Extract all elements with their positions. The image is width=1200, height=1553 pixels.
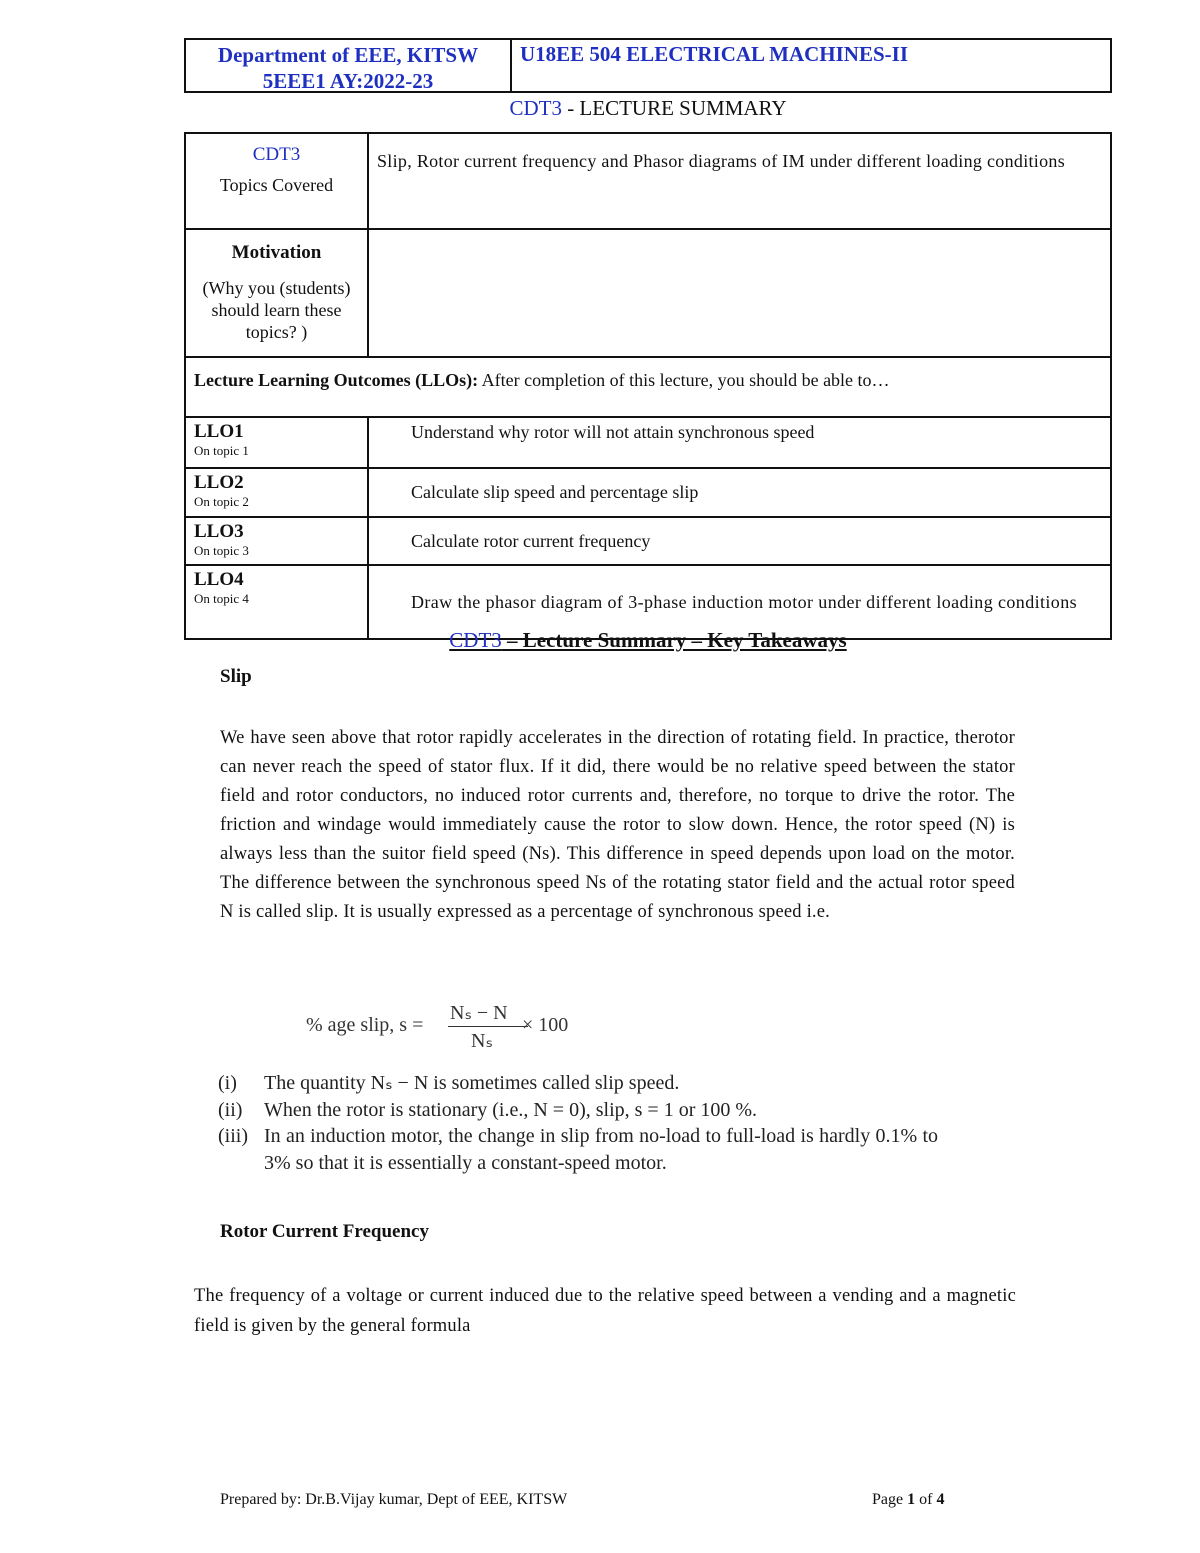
rotor-freq-heading: Rotor Current Frequency <box>220 1221 429 1242</box>
dept-line2: 5EEE1 AY:2022-23 <box>262 69 434 93</box>
summary-rest: - LECTURE SUMMARY <box>561 96 787 120</box>
formula-denominator: Nₛ <box>471 1030 493 1052</box>
summary-code: CDT3 <box>509 96 562 120</box>
llo-label: LLO4 On topic 4 <box>185 565 368 639</box>
topics-label: Topics Covered <box>219 175 334 195</box>
slip-heading: Slip <box>220 666 252 687</box>
footer-prepared: Prepared by: Dr.B.Vijay kumar, Dept of EEE, KITSW <box>220 1491 568 1508</box>
llo-header <box>185 357 1111 417</box>
llo-text: Understand why rotor will not attain synchronous speed <box>368 417 1111 468</box>
motivation-cell <box>185 229 368 357</box>
list-item: (ii) When the rotor is stationary (i.e., N = 0), slip, s = 1 or 100 %. <box>218 1098 758 1121</box>
llo-label: LLO3 On topic 3 <box>185 517 368 565</box>
topics-text: Slip, Rotor current frequency and Phasor diagrams of IM under different loading conditions <box>368 133 1111 229</box>
llo-text: Draw the phasor diagram of 3-phase induction motor under different loading conditions <box>368 565 1111 639</box>
topics-cell <box>185 133 368 229</box>
llo-label: LLO1 On topic 1 <box>185 417 368 468</box>
formula-rhs: × 100 <box>522 1014 569 1036</box>
page-number: 1 <box>907 1491 916 1508</box>
key-takeaways-rest: – Lecture Summary – Key Takeaways <box>501 628 847 652</box>
key-takeaways-title <box>184 628 1112 653</box>
llo-text: Calculate slip speed and percentage slip <box>368 468 1111 517</box>
formula-lhs: % age slip, s = <box>306 1014 424 1036</box>
dept-line1: Department of EEE, KITSW <box>217 43 479 67</box>
slip-points <box>218 1070 938 1176</box>
llo-header-bold: Lecture Learning Outcomes (LLOs): <box>194 370 479 390</box>
list-item: (iii) In an induction motor, the change in slip from no-load to full-load is hardly 0.1% to 3% so that it is essentially a constant-speed motor. <box>218 1125 938 1174</box>
formula-numerator: Nₛ − N <box>450 1002 508 1024</box>
list-item: (i) The quantity Nₛ − N is sometimes called slip speed. <box>218 1072 680 1094</box>
motivation-label: Motivation <box>231 242 322 263</box>
header-dept <box>186 40 512 91</box>
footer-page: Page 1 of 4 <box>872 1491 945 1508</box>
llo-header-rest: After completion of this lecture, you should be able to… <box>478 370 890 390</box>
topic-code: CDT3 <box>252 144 301 165</box>
fraction-bar <box>448 1026 528 1027</box>
slip-paragraph: We have seen above that rotor rapidly accelerates in the direction of rotating field. In practice, therotor can never reach the speed of stator flux. If it did, there would be no relative speed between the stator field and rotor conductors, no induced rotor currents and, therefore, no torque to drive the rotor. The friction and windage would immediately cause the rotor to slow down. Hence, the rotor speed (N) is always less than the suitor field speed (Ns). This difference in speed depends upon load on the motor. The difference between the synchronous speed Ns of the rotating stator field and the actual rotor speed N is called slip. It is usually expressed as a percentage of synchronous speed i.e. <box>220 728 1015 922</box>
summary-title <box>184 96 1112 121</box>
llo-text: Calculate rotor current frequency <box>368 517 1111 565</box>
header-box <box>184 38 1112 93</box>
motivation-sub: (Why you (students) should learn these topics? ) <box>202 278 351 342</box>
rotor-freq-paragraph: The frequency of a voltage or current induced due to the relative speed between a vending and a magnetic field is given by the general formula <box>194 1286 1016 1336</box>
header-course: U18EE 504 ELECTRICAL MACHINES-II <box>520 42 908 66</box>
lecture-table <box>184 132 1112 640</box>
slip-formula <box>306 1000 606 1060</box>
llo-label: LLO2 On topic 2 <box>185 468 368 517</box>
motivation-text <box>368 229 1111 357</box>
page-total: 4 <box>936 1491 945 1508</box>
key-takeaways-link[interactable]: CDT3 <box>449 628 502 652</box>
